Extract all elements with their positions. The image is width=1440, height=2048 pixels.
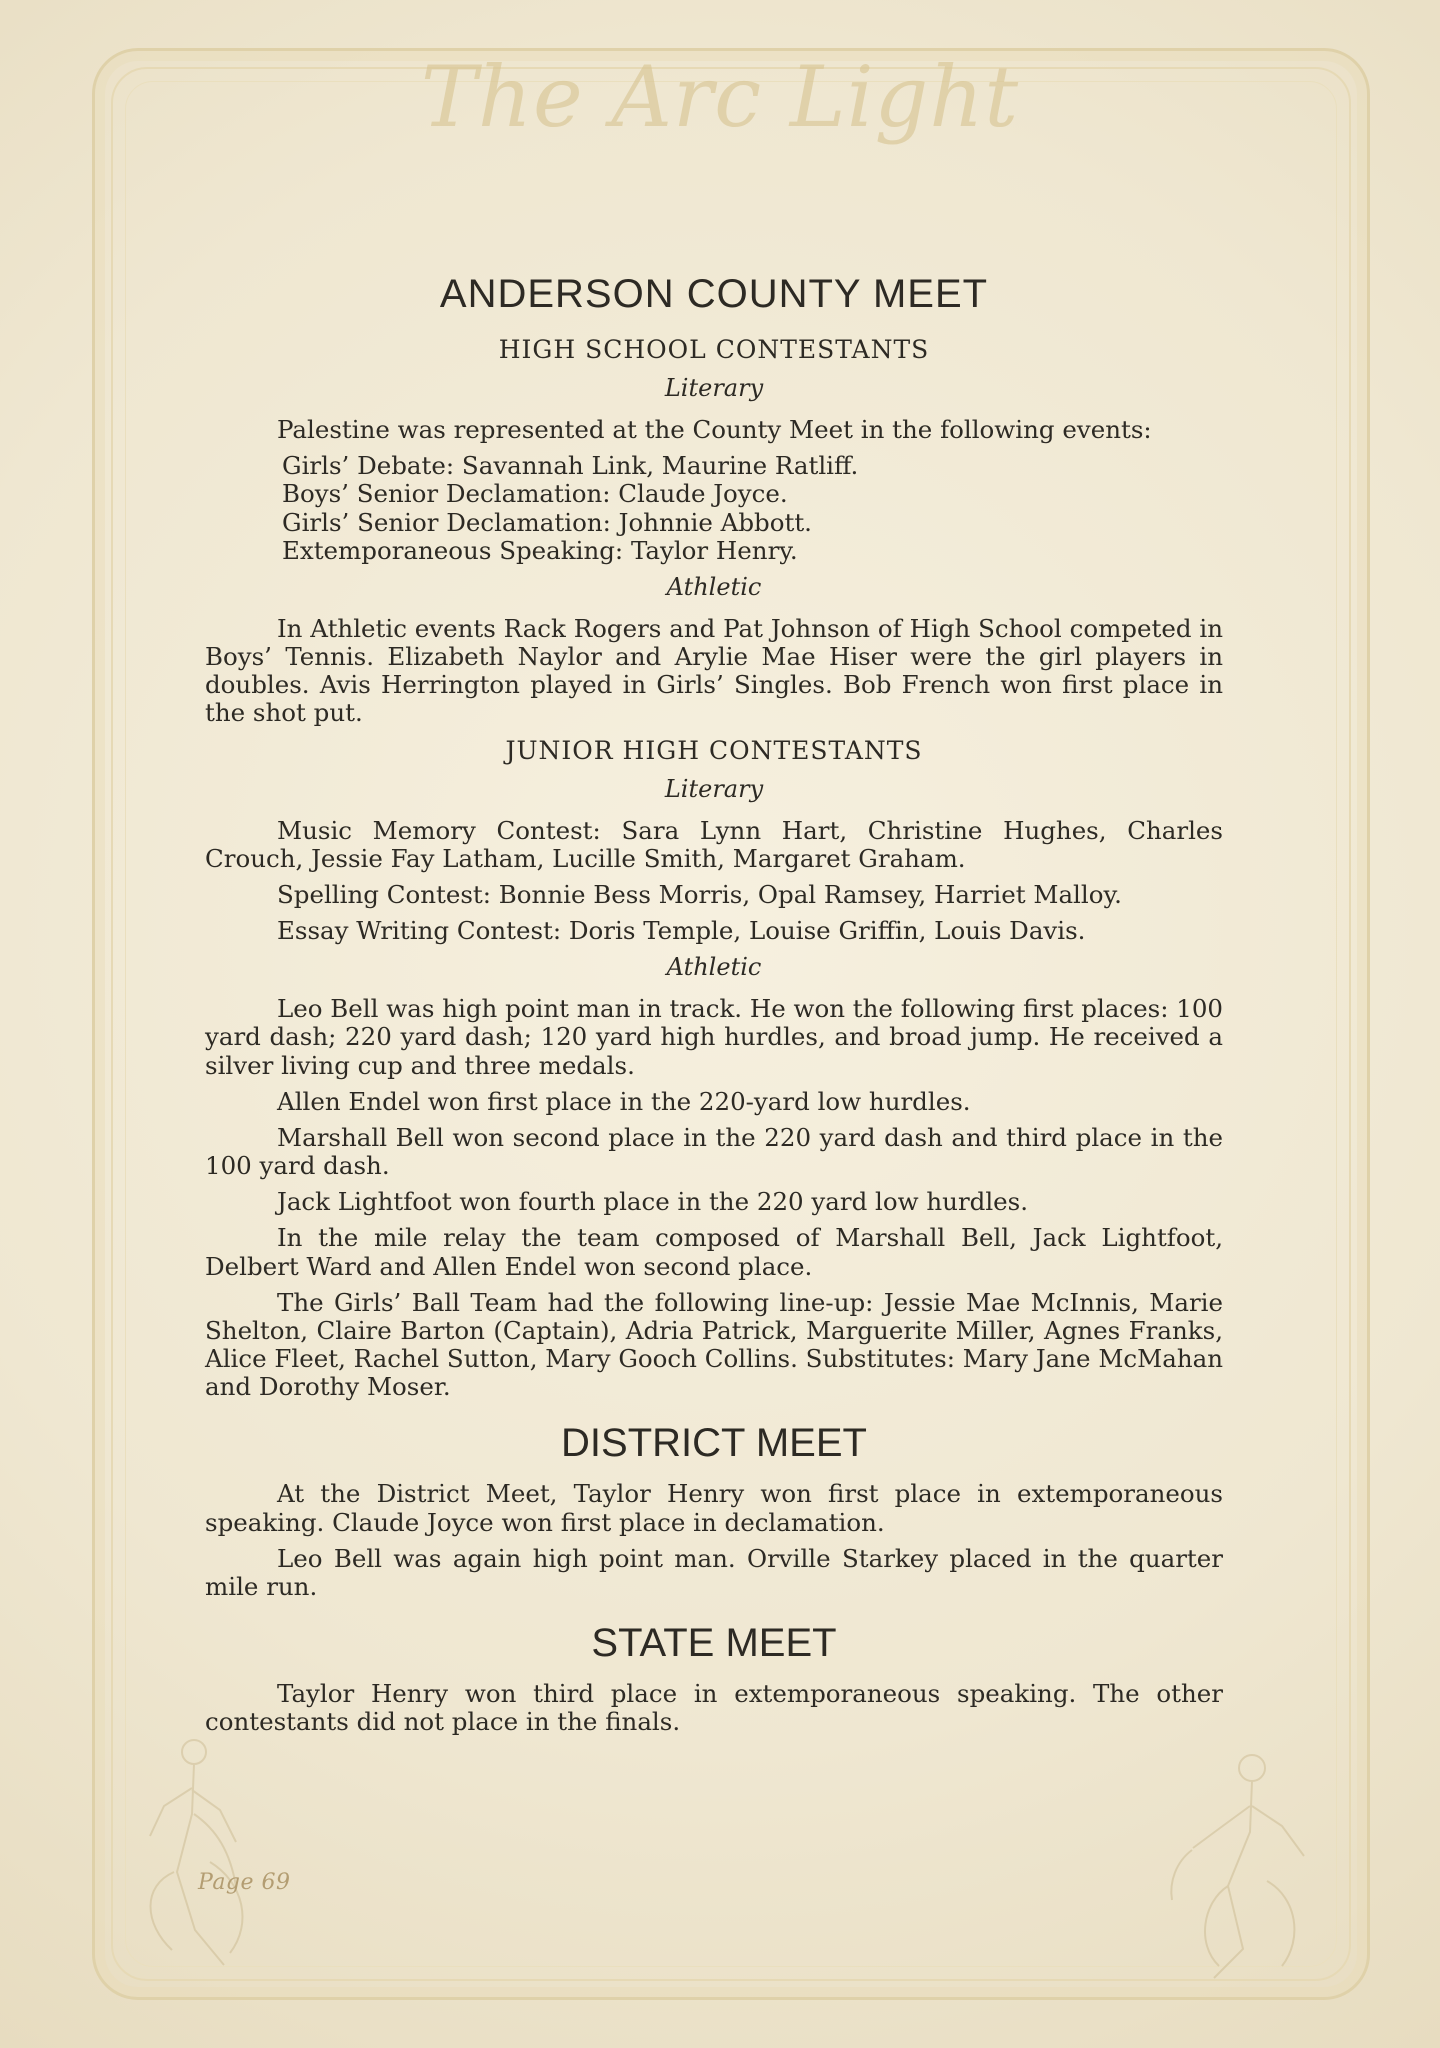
masthead-title: The Arc Light — [420, 48, 1020, 146]
high-school-contestants-heading: HIGH SCHOOL CONTESTANTS — [498, 335, 930, 364]
junior-high-athletic-heading: Athletic — [666, 953, 762, 982]
county-meet-title: ANDERSON COUNTY MEET — [439, 272, 989, 316]
high-school-literary-heading: Literary — [664, 374, 764, 402]
dancer-illustration-icon — [1132, 1730, 1332, 1990]
article-content — [205, 270, 1223, 1745]
district-meet-paragraph-2: Leo Bell was again high point man. Orville Starkey placed in the quarter mile run. — [205, 1543, 1223, 1601]
girls-debate-line: Girls’ Debate: Savannah Link, Maurine Ratliff. — [282, 451, 859, 481]
boys-declamation-line: Boys’ Senior Declamation: Claude Joyce. — [282, 479, 788, 509]
music-memory-line: Music Memory Contest: Sara Lynn Hart, Christine Hughes, Charles Crouch, Jessie Fay Latham, Lucille Smith, Margaret Graham. — [205, 815, 1223, 873]
girls-ball-team-paragraph: The Girls’ Ball Team had the following line-up: Jessie Mae McInnis, Marie Shelton, Claire Barton (Captain), Adria Patrick, Marguerite Miller, Agnes Franks, Alice Fleet, Rachel Sutton, Mary Gooch Collins. Substitutes: Mary Jane McMahan and Dorothy Moser. — [205, 1287, 1223, 1402]
district-meet-title: DISTRICT MEET — [561, 1421, 867, 1466]
girls-declamation-line: Girls’ Senior Declamation: Johnnie Abbott. — [282, 507, 812, 537]
page-number: Page 69 — [198, 1870, 291, 1895]
marshall-bell-paragraph: Marshall Bell won second place in the 220 yard dash and third place in the 100 yard dash. — [205, 1122, 1223, 1181]
county-literary-intro: Palestine was represented at the County Meet in the following events: — [277, 415, 1152, 444]
dancer-illustration-icon — [132, 1718, 332, 1978]
junior-high-literary-heading: Literary — [664, 774, 764, 803]
essay-writing-line: Essay Writing Contest: Doris Temple, Louise Griffin, Louis Davis. — [277, 916, 1086, 946]
allen-endel-paragraph: Allen Endel won first place in the 220-yard low hurdles. — [277, 1086, 971, 1116]
mile-relay-paragraph: In the mile relay the team composed of Marshall Bell, Jack Lightfoot, Delbert Ward and Allen Endel won second place. — [205, 1223, 1223, 1281]
high-school-athletic-heading: Athletic — [666, 572, 762, 601]
state-meet-paragraph: Taylor Henry won third place in extemporaneous speaking. The other contestants did not place in the finals. — [205, 1679, 1223, 1737]
state-meet-title: STATE MEET — [591, 1621, 837, 1666]
high-school-athletic-paragraph: In Athletic events Rack Rogers and Pat Johnson of High School competed in Boys’ Tennis. Elizabeth Naylor and Arylie Mae Hiser were the girl players in doubles. Avis Herrington played in Girls’ Singles. Bob French won first place in the shot put. — [205, 613, 1223, 728]
leo-bell-paragraph: Leo Bell was high point man in track. He won the following first places: 100 yard dash; 220 yard dash; 120 yard high hurdles, and broad jump. He received a silver living cup and three medals. — [205, 994, 1224, 1080]
district-meet-paragraph-1: At the District Meet, Taylor Henry won first place in extemporaneous speaking. Claude Joyce won first place in declamation. — [205, 1479, 1223, 1537]
junior-high-contestants-heading: JUNIOR HIGH CONTESTANTS — [505, 735, 923, 765]
extemporaneous-line: Extemporaneous Speaking: Taylor Henry. — [282, 535, 798, 565]
spelling-contest-line: Spelling Contest: Bonnie Bess Morris, Opal Ramsey, Harriet Malloy. — [277, 879, 1122, 909]
jack-lightfoot-paragraph: Jack Lightfoot won fourth place in the 220 yard low hurdles. — [277, 1187, 1029, 1217]
